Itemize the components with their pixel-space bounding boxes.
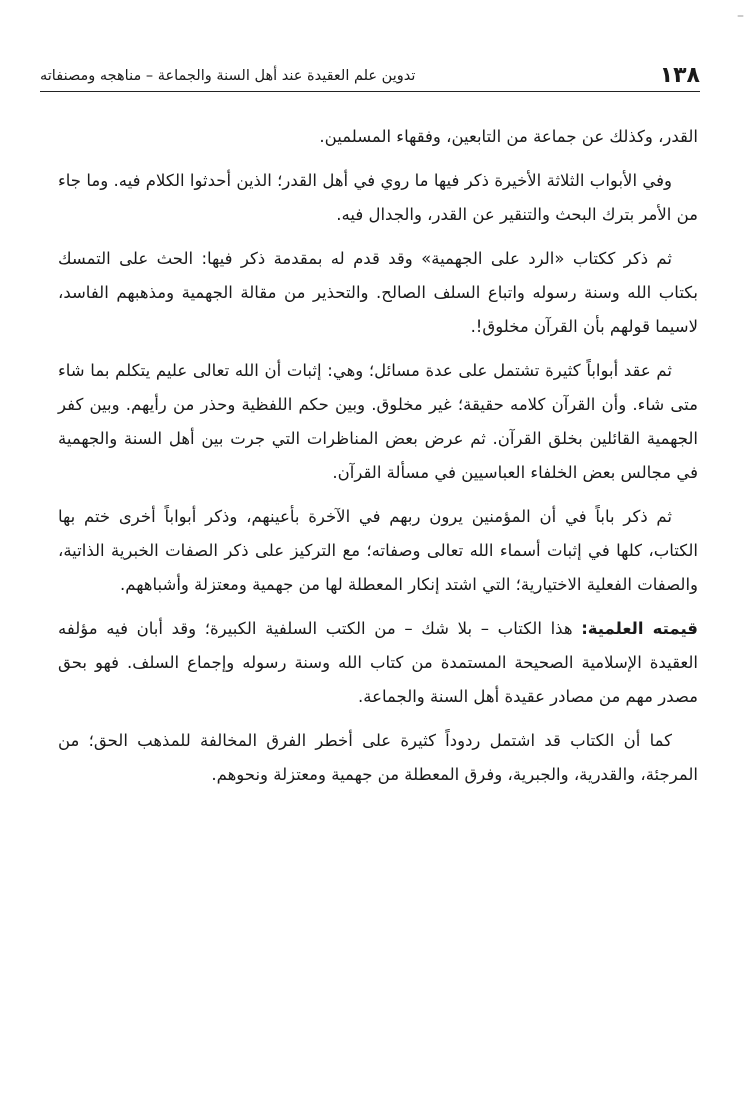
header-rule — [40, 91, 700, 92]
paragraph-2 — [58, 164, 698, 232]
running-title: تدوين علم العقيدة عند أهل السنة والجماعة – مناهجه ومصنفاته — [40, 68, 416, 84]
paragraph-5-text: ثم ذكر باباً في أن المؤمنين يرون ربهم في الآخرة بأعينهم، وذكر أبواباً أخرى ختم بها الكتاب، كلها في إثبات أسماء الله تعالى وصفاته؛ مع التركيز على ذكر الصفات الخبرية الذاتية، والصفات الفعلية الاختيارية؛ التي اشتد إنكار المعطلة لها من جهمية ومعتزلة وأشباههم. — [58, 507, 698, 594]
paragraph-4-text: ثم عقد أبواباً كثيرة تشتمل على عدة مسائل؛ وهي: إثبات أن الله تعالى عليم يتكلم بما شاء متى شاء. وأن القرآن كلامه حقيقة؛ غير مخلوق. وبين حكم اللفظية وحذر من رأيهم. وبين كفر الجهمية القائلين بخلق القرآن. ثم عرض بعض المناظرات التي جرت بين أهل السنة والجهمية في مجالس بعض الخلفاء العباسيين في مسألة القرآن. — [58, 361, 698, 482]
page-number: ١٣٨ — [659, 63, 700, 88]
paragraph-6-text: هذا الكتاب – بلا شك – من الكتب السلفية الكبيرة؛ وقد أبان فيه مؤلفه العقيدة الإسلامية الصحيحة المستمدة من كتاب الله وسنة رسوله وإجماع السلف. فهو بحق مصدر مهم من مصادر عقيدة أهل السنة والجماعة. — [58, 619, 698, 706]
paragraph-7-text: كما أن الكتاب قد اشتمل ردوداً كثيرة على أخطر الفرق المخالفة للمذهب الحق؛ من المرجئة، والقدرية، والجبرية، وفرق المعطلة من جهمية ومعتزلة ونحوهم. — [58, 731, 698, 784]
paragraph-2-text: وفي الأبواب الثلاثة الأخيرة ذكر فيها ما روي في أهل القدر؛ الذين أحدثوا الكلام فيه. وما جاء من الأمر بترك البحث والتنقير عن القدر، والجدال فيه. — [58, 171, 698, 224]
paragraph-7 — [58, 724, 698, 792]
paragraph-6-lead: قيمته العلمية: — [581, 619, 698, 638]
paragraph-1-text: القدر، وكذلك عن جماعة من التابعين، وفقهاء المسلمين. — [319, 127, 698, 146]
page-header — [40, 56, 700, 90]
paragraph-4 — [58, 354, 698, 490]
corner-mark: – — [737, 8, 744, 24]
paragraph-5 — [58, 500, 698, 602]
body-text — [58, 120, 698, 802]
paragraph-3 — [58, 242, 698, 344]
paragraph-6 — [58, 612, 698, 714]
paragraph-3-text: ثم ذكر ككتاب «الرد على الجهمية» وقد قدم له بمقدمة ذكر فيها: الحث على التمسك بكتاب الله وسنة رسوله واتباع السلف الصالح. والتحذير من مقالة الجهمية ومذهبهم الفاسد، لاسيما قولهم بأن القرآن مخلوق!. — [58, 249, 698, 336]
paragraph-1 — [58, 120, 698, 154]
